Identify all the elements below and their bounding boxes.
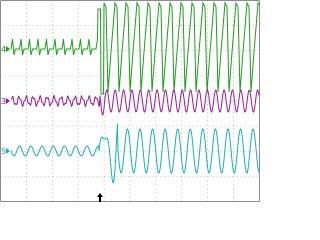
channel-3-label: 3 (1, 97, 7, 106)
channel-5-label: 5 (1, 147, 7, 156)
channel-4-label: 4 (1, 45, 7, 54)
